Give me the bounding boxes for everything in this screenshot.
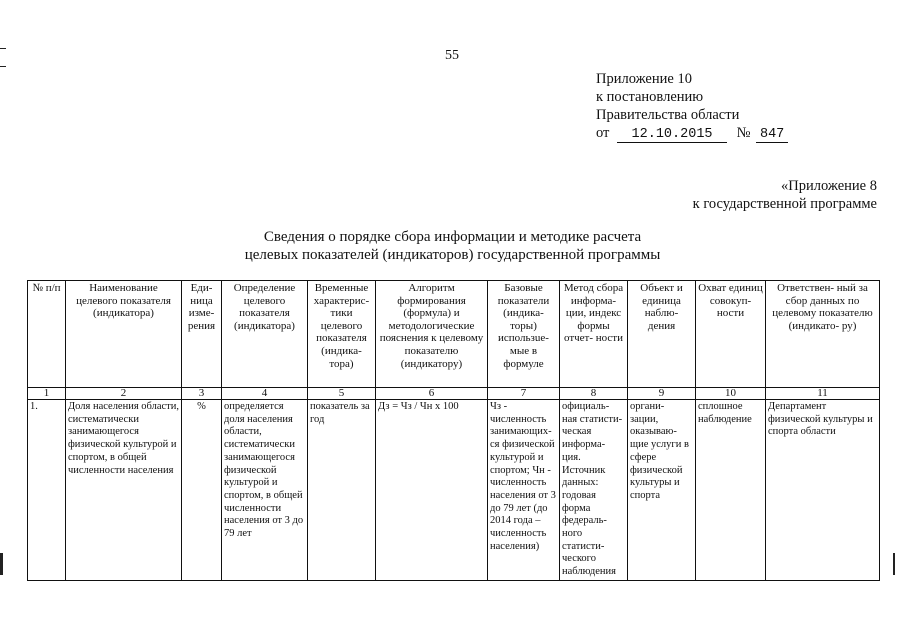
row-responsible-cell: Департамент физической культуры и спорта области bbox=[766, 400, 880, 581]
header-cell-object: Объект и единица наблю- дения bbox=[628, 281, 696, 388]
column-number: 2 bbox=[66, 388, 182, 400]
number-label: № bbox=[736, 125, 751, 141]
left-edge-mark-bottom bbox=[0, 553, 3, 575]
header-cell-base: Базовые показатели (индика- торы) использue- мые в формуле bbox=[488, 281, 560, 388]
column-number: 3 bbox=[182, 388, 222, 400]
left-edge-mark-top2 bbox=[0, 66, 6, 67]
row-method-cell: официаль- ная статисти- ческая информа- ция. Источник данных: годовая форма федераль- ного статисти- ческого наблюдения bbox=[560, 400, 628, 581]
header-cell-coverage: Охват единиц совокуп- ности bbox=[696, 281, 766, 388]
program-ref-line-1: «Приложение 8 bbox=[781, 178, 877, 194]
row-name-cell: Доля населения области, систематически занимающегося физической культурой и спортом, в общей численности населения bbox=[66, 400, 182, 581]
row-definition-cell: определяется доля населения области, систематически занимающегося физической культурой и спортом, в общей численности населения от 3 до 79 лет bbox=[222, 400, 308, 581]
row-num-cell: 1. bbox=[28, 400, 66, 581]
appendix-date-line bbox=[596, 124, 788, 143]
column-number: 10 bbox=[696, 388, 766, 400]
header-cell-unit: Еди- ница изме- рения bbox=[182, 281, 222, 388]
column-number: 5 bbox=[308, 388, 376, 400]
program-reference bbox=[693, 177, 877, 213]
title-line-1: Сведения о порядке сбора информации и методике расчета bbox=[263, 229, 642, 245]
header-cell-name: Наименование целевого показателя (индикатора) bbox=[66, 281, 182, 388]
column-number: 11 bbox=[766, 388, 880, 400]
column-number: 1 bbox=[28, 388, 66, 400]
table-row bbox=[28, 400, 880, 581]
column-number: 4 bbox=[222, 388, 308, 400]
appendix-line-1: Приложение 10 bbox=[596, 71, 692, 87]
row-object-cell: органи- зации, оказываю- щие услуги в сфере физической культуры и спорта bbox=[628, 400, 696, 581]
column-number: 6 bbox=[376, 388, 488, 400]
row-coverage-cell: сплошное наблюдение bbox=[696, 400, 766, 581]
column-number: 7 bbox=[488, 388, 560, 400]
appendix-block bbox=[596, 70, 788, 143]
appendix-line-2: к постановлению bbox=[596, 89, 704, 105]
from-label: от bbox=[596, 125, 610, 141]
header-cell-definition: Определение целевого показателя (индикатора) bbox=[222, 281, 308, 388]
row-unit-cell: % bbox=[182, 400, 222, 581]
header-cell-num: № п/п bbox=[28, 281, 66, 388]
decree-number: 847 bbox=[756, 127, 788, 143]
page-number: 55 bbox=[445, 48, 459, 63]
indicators-table bbox=[27, 280, 880, 581]
title-line-2: целевых показателей (индикаторов) государственной программы bbox=[244, 247, 661, 263]
table-header-row bbox=[28, 281, 880, 388]
header-cell-formula: Алгоритм формирования (формула) и методологические пояснения к целевому показателю (индикатору) bbox=[376, 281, 488, 388]
header-cell-time: Временные характерис- тики целевого показателя (индика- тора) bbox=[308, 281, 376, 388]
header-cell-responsible: Ответствен- ный за сбор данных по целевому показателю (индикато- ру) bbox=[766, 281, 880, 388]
column-number: 9 bbox=[628, 388, 696, 400]
column-number: 8 bbox=[560, 388, 628, 400]
header-cell-method: Метод сбора информа- ции, индекс формы отчет- ности bbox=[560, 281, 628, 388]
decree-date: 12.10.2015 bbox=[617, 127, 727, 143]
program-ref-line-2: к государственной программе bbox=[692, 196, 877, 212]
row-base-cell: Чз - численность занимающих- ся физической культурой и спортом; Чн - численность населения от 3 до 79 лет (до 2014 года – численность населения) bbox=[488, 400, 560, 581]
left-edge-mark-top bbox=[0, 48, 6, 49]
right-edge-mark-bottom bbox=[893, 553, 895, 575]
document-title bbox=[0, 228, 905, 264]
column-number-row bbox=[28, 388, 880, 400]
appendix-line-3: Правительства области bbox=[596, 107, 740, 123]
row-formula-cell: Дз = Чз / Чн х 100 bbox=[376, 400, 488, 581]
row-time-cell: показатель за год bbox=[308, 400, 376, 581]
